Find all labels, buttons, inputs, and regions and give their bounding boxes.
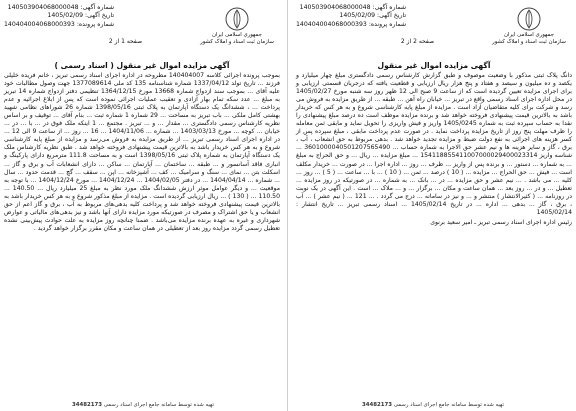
page-divider bbox=[287, 0, 288, 411]
emblem bbox=[488, 6, 570, 46]
notice-meta bbox=[296, 4, 406, 29]
footer-text: تهیه شده توسط سامانه جامع اجرای اسناد رسمی bbox=[103, 402, 215, 408]
footer-text: تهیه شده توسط سامانه جامع اجرای اسناد رسمی bbox=[393, 402, 505, 408]
notice-date: تاریخ آگهی: 1405/02/09 bbox=[339, 12, 407, 20]
page-number: صفحه 2 از 2 bbox=[400, 38, 435, 45]
emblem bbox=[196, 6, 278, 46]
document-page-right bbox=[290, 0, 576, 411]
emblem-line: سازمان ثبت اسناد و املاک کشور bbox=[200, 39, 274, 45]
case-number: شماره پرونده: 140404004068000393 bbox=[296, 20, 407, 28]
footer-code: 34482173 bbox=[361, 402, 392, 408]
emblem-line: سازمان ثبت اسناد و املاک کشور bbox=[492, 39, 566, 45]
page-footer bbox=[294, 402, 572, 409]
notice-meta bbox=[4, 4, 114, 29]
footer-code: 34482173 bbox=[71, 402, 102, 408]
emblem-line: جمهوری اسلامی ایران bbox=[503, 32, 554, 38]
notice-body: دانگ پلاک ثبتی مذکور با وضعیت موصوف و طبق گزارش کارشناس رسمی دادگستری مبلغ چهار میلیارد و یکصد و ده میلیون و سیصد و هفتاد و پنج هزار ریال ارزیابی و قطعیت یافته که درجریان قسمتی ارزیابی و برای اجرای مزایده تعیین گردیده است که از ساعت 9 صبح الی 12 ظهر روز سه شنبه مورخ 1405/02/27 در محل اداره اجرای اسناد رسمی واقع در تبریز ... خیابان راه آهن ... طبقه ... از طریق مزایده به فروش می رسد و شرکت برای کلیه متقاضیان آزاد است . مزایده از مبلغ پایه کارشناسی شروع و به هر کس که خریدار باشد به بالاترین قیمت پیشنهادی فروخته خواهد شد و برنده مزایده موظف است ده درصد مبلغ پیشنهادی را نقدا به حساب سپرده ثبت به شماره 1405/0245 واریز و فیش واریزی را تحویل نماید و مابقی ثمن معامله را ظرف مهلت پنج روز از تاریخ مزایده پرداخت نماید . در صورت عدم پرداخت مابقی ، مبلغ سپرده پس از کسر هزینه های اجرائی به نفع دولت ضبط و مزایده تجدید خواهد شد . بدهی مربوط به حق انشعاب ، آب ، برق ، گاز و سایر هزینه ها و نیم عشر حق الاجرا به شماره حساب ... 3601000040501207565490 ... شناسه واریز 154118855411007000029400023314 ... مبلغ مزایده ... ریال ... و حق الحراج به مبلغ ... به شماره ... دستور ... و برنده پس از واریز ... ظرف ... روز ... اداره اجرا ... در صورت ... خریدار مکلف است ... فیش ... حق الحراج ... مزایده ... ( 10 ) درصد ... ثمن ... ( 10 ) ... با ... ساعت ... ( 5 ) ... روز ... کلیه ... می باشد . ... نیم عشر و حق مزایده ... در ... بانک ... به شماره ... در صورتیکه در روز مزایده ... تعطیل ... و در ... روز بعد ... همان ساعت و مکان ... برگزار ... و ... ملاک ... است . این آگهی در یک نوبت در روزنامه ... ( کثیرالانتشار ) منتشر و ... و نیز در سامانه ... درج می گردد . ... 121 ... ( نیم عشر ) ... آب ، برق ، گاز ... بدهی ... اداره ... در تاریخ 1405/02/14 ... اسناد رسمی تبریز ... تاریخ انتشار : 1405/02/14 bbox=[296, 72, 573, 216]
emblem-icon bbox=[516, 6, 542, 32]
page-number: صفحه 1 از 2 bbox=[108, 38, 143, 45]
notice-title: آگهی مزایده اموال غیر منقول ( اسناد رسمی ) bbox=[54, 61, 230, 70]
notice-number: شماره آگهی: 140503904068000048 bbox=[299, 4, 407, 11]
notice-body: بموجب پرونده اجرائی کلاسه 140404007 مطروحه در اداره اجرای اسناد رسمی تبریز ، خانم فریده خلیلی فرزند ... تاریخ تولد 1337/04/12 شماره شناسنامه 135 کد ملی 1377089614 جهت وصول مطالبات خود علیه آقای ... بموجب سند ازدواج شماره 13668 مورخ 1364/12/15 تنظیمی دفتر ازدواج شماره 14 تبریز به مبلغ ... عدد سکه تمام بهار آزادی و تعقیب عملیات اجرائی نموده است که پس از ابلاغ اجرائیه و عدم پرداخت ... ، ششدانگ یک دستگاه آپارتمان به پلاک ثبتی 1398/05/16 شماره 26 شوراهای نظامی شهید بهشتی کامل ملکی ... باب تبریز به مساحت ... 29 شماره 1 شماره ثبت ... بنام آقای ... توقیف و بر اساس نظریه کارشناس رسمی دادگستری ... مقدار ... و ... تبریز . مجتمع ... 1 اینکه ملک فوق در ... با ... در ... خیابان ... کوچه ... مورخ 1403/03/13 ... شماره ... 1404/11/06 ... 16 ... روز ... از ساعت 9 الی 12 ... در اداره اجرای اسناد رسمی تبریز ... از طریق مزایده به فروش می‌رسد و مزایده از مبلغ پایه کارشناسی شروع و به هر کس خریدار باشد به بالاترین قیمت پیشنهادی فروخته خواهد شد . طبق نظریه کارشناس ملک یک دستگاه آپارتمان به شماره پلاک ثبتی 1398/05/16 است و به مساحت 111.8 مترمربع دارای پارکینگ و انباری فاقد آسانسور و ... طبقه ... ساختمان ... آپارتمان ... ساکن ... دارای انشعابات آب و برق و گاز ... اسکلت بتن ... نمای ... سنگ و سرامیک ... کف ... آشپزخانه ... اپن ... سقف ... گچ ... قدمت حدود ... سال ... شماره ... 1404/04/14 ... در دفتر 1404/02/05 ... 1404/12/24 ... مورخ 1404/12/24 ... با توجه به موقعیت ... و دیگر عوامل موثر ارزش ششدانگ ملک مورد نظر به مبلغ 25 میلیارد ریال ... 140.50 ... 110.50 ... ( 130 ) ... ریال ارزیابی گردیده است . مزایده از مبلغ مذکور شروع و به هر کس خریدار باشد به بالاترین قیمت پیشنهادی فروخته خواهد شد و پرداخت کلیه بدهی‌های مربوط به آب ، برق و گاز اعم از حق انشعاب و یا حق اشتراک و مصرف در صورتیکه مورد مزایده دارای آنها باشد و نیز بدهی‌های مالیاتی و عوارض شهرداری و غیره به عهده برنده مزایده می‌باشد . ضمنا چنانچه روز مزایده به علت حوادث پیش‌بینی نشده تعطیل رسمی گردد مزایده روز بعد از تعطیلی در همان ساعت و مکان مقرر برگزار خواهد گردید . bbox=[4, 72, 281, 232]
page-header bbox=[296, 4, 572, 60]
emblem-icon bbox=[224, 6, 250, 32]
emblem-line: جمهوری اسلامی ایران bbox=[211, 32, 262, 38]
page-header bbox=[4, 4, 280, 60]
notice-date: تاریخ آگهی: 1405/02/09 bbox=[47, 12, 115, 20]
document-page-left bbox=[0, 0, 286, 411]
page-footer bbox=[4, 402, 282, 409]
notice-number: شماره آگهی: 140503904068000048 bbox=[7, 4, 115, 11]
signature: رئیس اداره اجرای اسناد رسمی تبریز ـ امیر سعید برنوی bbox=[430, 218, 572, 226]
notice-title: آگهی مزایده اموال غیر منقول bbox=[377, 61, 491, 70]
case-number: شماره پرونده: 140404004068000393 bbox=[4, 20, 115, 28]
